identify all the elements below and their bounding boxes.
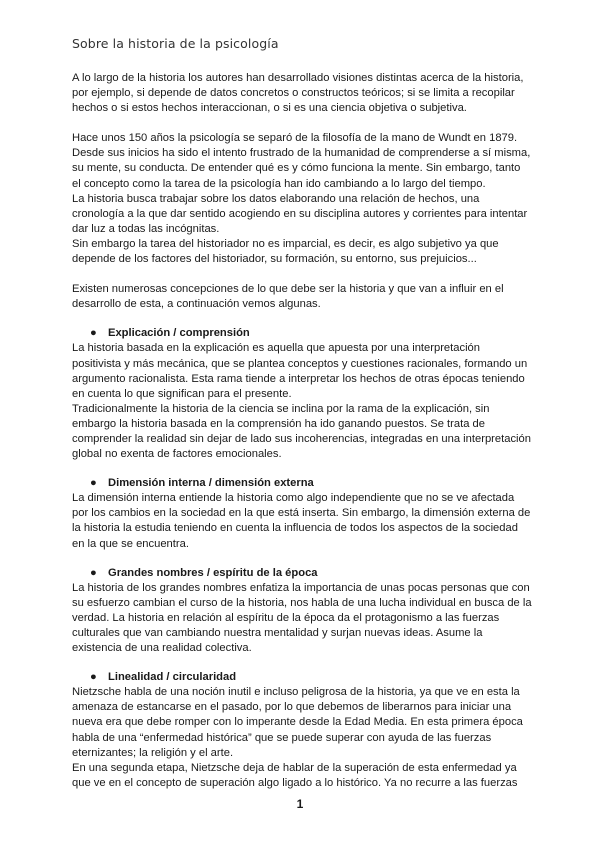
section-heading bbox=[72, 476, 532, 491]
section-paragraph: La dimensión interna entiende la historia como algo independiente que no se ve afectada por los cambios en la sociedad en la que está inserta. Sin embargo, la dimensión externa de la historia la estudia teniendo en cuenta la influencia de todos los aspectos de la sociedad en la que se encuentra. bbox=[72, 492, 531, 550]
bullet-icon: ● bbox=[90, 477, 97, 490]
history-paragraph: Sin embargo la tarea del historiador no es imparcial, es decir, es algo subjetivo ya que depende de los factores del historiador, su formación, su entorno, sus prejuicios... bbox=[72, 237, 499, 266]
section-heading bbox=[72, 670, 532, 685]
document-title: Sobre la historia de la psicología bbox=[72, 36, 279, 51]
document-body bbox=[72, 71, 532, 791]
intro-paragraph: A lo largo de la historia los autores han desarrollado visiones distintas acerca de la historia, por ejemplo, si depende de datos concretos o constructos teóricos; si se limita a recopilar hechos o si estos hechos interaccionan, o si es una ciencia objetiva o subjetiva. bbox=[72, 72, 524, 115]
section-paragraph: Tradicionalmente la historia de la ciencia se inclina por la rama de la explicación, sin embargo la historia basada en la comprensión ha ido ganando puestos. Se trata de comprender la realidad sin dejar de lado sus incoherencias, integradas en una interpretación global no exenta de factores emocionales. bbox=[72, 402, 531, 461]
conceptions-paragraph: Existen numerosas concepciones de lo que debe ser la historia y que van a influir en el desarrollo de esta, a continuación vemos algunas. bbox=[72, 283, 504, 311]
page-number: 1 bbox=[296, 797, 304, 811]
history-paragraph: Hace unos 150 años la psicología se separó de la filosofía de la mano de Wundt en 1879. Desde sus inicios ha sido el intento frustrado de la humanidad de comprenderse a sí misma, su mente, su conducta. De entender qué es y cómo funciona la mente. Sin embargo, tanto el concepto como la tarea de la psicología han ido cambiando a lo largo del tiempo. bbox=[72, 132, 531, 190]
bullet-icon: ● bbox=[90, 671, 97, 684]
section-heading-text: Explicación / comprensión bbox=[108, 327, 250, 340]
bullet-icon: ● bbox=[90, 327, 97, 340]
history-paragraph: La historia busca trabajar sobre los datos elaborando una relación de hechos, una cronología a la que dar sentido acogiendo en su disciplina autores y corrientes para intentar dar luz a todas las incógnitas. bbox=[72, 192, 528, 235]
section-paragraph: La historia de los grandes nombres enfatiza la importancia de unas pocas personas que con su esfuerzo cambian el curso de la historia, nos habla de una lucha individual en busca de la verdad. La historia en relación al espíritu de la época da el protagonismo a las fuerzas culturales que van cambiando nuestra mentalidad y surjan nuevas ideas. Asume la existencia de una realidad colectiva. bbox=[72, 581, 532, 655]
section-paragraph: Nietzsche habla de una noción inutil e incluso peligrosa de la historia, ya que ve en esta la amenaza de estancarse en el pasado, por lo que debemos de liberarnos para iniciar una nueva era que debe romper con lo imperante desde la Edad Media. En esta primera época habla de una “enfermedad histórica” que se puede superar con ayuda de las fuerzas eternizantes; la religión y el arte. bbox=[72, 686, 523, 759]
bullet-icon: ● bbox=[90, 566, 97, 579]
section-heading-text: Linealidad / circularidad bbox=[108, 671, 237, 684]
section-paragraph: En una segunda etapa, Nietzsche deja de hablar de la superación de esta enfermedad ya que ve en el concepto de superación algo ligado a lo histórico. Ya no recurre a las fuerzas bbox=[72, 761, 518, 789]
section-heading-text: Dimensión interna / dimensión externa bbox=[108, 477, 314, 490]
section-heading bbox=[72, 566, 532, 581]
section-heading-text: Grandes nombres / espíritu de la época bbox=[108, 566, 318, 579]
section-paragraph: La historia basada en la explicación es aquella que apuesta por una interpretación positivista y más mecánica, que se plantea conceptos y cuestiones racionales, formando un argumento racionalista. Esta rama tiende a interpretar los hechos de otras épocas teniendo en cuenta lo que significan para el presente. bbox=[72, 342, 528, 400]
section-heading bbox=[72, 326, 532, 341]
